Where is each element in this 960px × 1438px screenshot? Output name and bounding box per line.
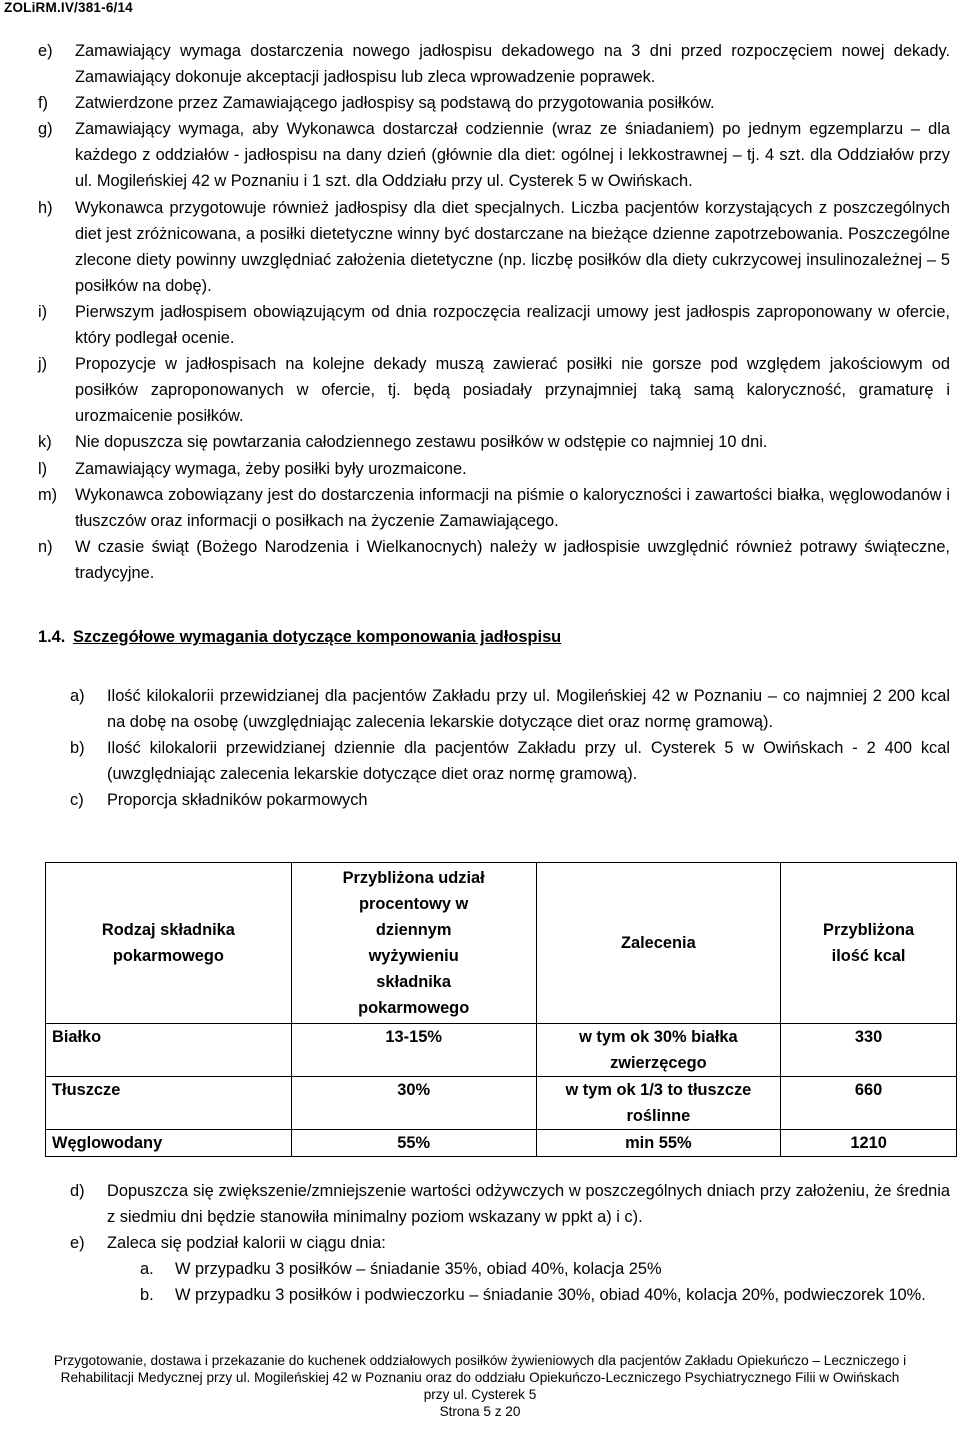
footer-line: przy ul. Cysterek 5: [423, 1387, 537, 1402]
list-item: l) Zamawiający wymaga, żeby posiłki były urozmaicone.: [38, 459, 467, 478]
list-item: a) Ilość kilokalorii przewidzianej dla pacjentów Zakładu przy ul. Mogileńskiej 42 w Poznaniu – co najmniej 2 200 kcal na dobę na osobę (uwzględniając zalecenia lekarskie dotyczące diet oraz normę gramową).: [70, 687, 950, 732]
list-item: m) Wykonawca zobowiązany jest do dostarczenia informacji na piśmie o kaloryczności i zawartości białka, węglowodanów i tłuszczów oraz informacji o posiłkach na życzenie Zamawiającego.: [38, 485, 950, 530]
list-item: c) Proporcja składników pokarmowych: [70, 791, 368, 810]
footer-line: Rehabilitacji Medycznej przy ul. Mogileńskiej 42 w Poznaniu oraz do oddziału Opiekuńczo-Leczniczego Psychiatrycznego Filii w Owińskach: [60, 1370, 900, 1385]
table-cell: 30%: [291, 1077, 536, 1130]
column-header: Rodzaj składnika pokarmowego: [46, 863, 292, 1024]
column-header: Przybliżona udział procentowy w dziennym wyżywieniu składnika pokarmowego: [291, 863, 536, 1024]
table-cell: Tłuszcze: [46, 1077, 292, 1130]
list-item: e) Zaleca się podział kalorii w ciągu dnia:: [70, 1234, 386, 1253]
table-cell: 660: [781, 1077, 957, 1130]
list-item: d) Dopuszcza się zwiększenie/zmniejszenie wartości odżywczych w poszczególnych dniach przy założeniu, że średnia z siedmiu dni będzie stanowiła minimalny poziom wskazany w ppkt a) i c).: [70, 1182, 950, 1227]
sub-list-item: a. W przypadku 3 posiłków – śniadanie 35%, obiad 40%, kolacja 25%: [140, 1260, 662, 1279]
nutrient-proportion-table: [45, 862, 957, 1157]
section-heading: [38, 628, 561, 647]
table-cell: 330: [781, 1024, 957, 1077]
list-item: e) Zamawiający wymaga dostarczenia nowego jadłospisu dekadowego na 3 dni przed rozpoczęciem nowej dekady. Zamawiający dokonuje akceptacji jadłospisu lub zleca wprowadzenie poprawek.: [38, 42, 950, 87]
table-header-row: [46, 863, 957, 1024]
requirements-list-top: [0, 38, 960, 586]
table-cell: w tym ok 1/3 to tłuszcze roślinne: [536, 1077, 781, 1130]
list-item: j) Propozycje w jadłospisach na kolejne dekady muszą zawierać posiłki nie gorsze pod względem jakościowym od posiłków zaproponowanych w ofercie, tj. będą posiadały przynajmniej taką samą kaloryczność, gramaturę i urozmaicenie posiłków.: [38, 355, 950, 426]
footer-line: Przygotowanie, dostawa i przekazanie do kuchenek oddziałowych posiłków żywieniowych dla pacjentów Zakładu Opiekuńczo – Leczniczego i: [53, 1353, 907, 1368]
sub-list-item: b. W przypadku 3 posiłków i podwieczorku – śniadanie 30%, obiad 40%, kolacja 20%, podwieczorek 10%.: [140, 1286, 926, 1305]
table-cell: 55%: [291, 1130, 536, 1157]
column-header: Zalecenia: [536, 863, 781, 1024]
page-footer: [0, 1352, 960, 1420]
list-item: i) Pierwszym jadłospisem obowiązującym od dnia rozpoczęcia realizacji umowy jest jadłospis zaproponowany w ofercie, który podlegał ocenie.: [38, 302, 950, 348]
section-title: Szczegółowe wymagania dotyczące komponowania jadłospisu: [73, 628, 562, 646]
list-item: n) W czasie świąt (Bożego Narodzenia i Wielkanocnych) należy w jadłospisie uwzględnić również potrawy świąteczne, tradycyjne.: [38, 537, 950, 582]
document-id: ZOLiRM.IV/381-6/14: [4, 0, 133, 15]
list-item: g) Zamawiający wymaga, aby Wykonawca dostarczał codziennie (wraz ze śniadaniem) po jednym egzemplarzu – dla każdego z oddziałów - jadłospisu na dany dzień (głównie dla diet: ogólnej i lekkostrawnej – tj. 4 szt. dla Oddziałów przy ul. Mogileńskiej 42 w Poznaniu i 1 szt. dla Oddziału przy ul. Cysterek 5 w Owińskach.: [38, 120, 950, 191]
list-item: k) Nie dopuszcza się powtarzania całodziennego zestawu posiłków w odstępie co najmniej 10 dni.: [38, 433, 768, 452]
table-cell: w tym ok 30% białka zwierzęcego: [536, 1024, 781, 1077]
table-cell: 1210: [781, 1130, 957, 1157]
page-number: Strona 5 z 20: [439, 1404, 521, 1419]
requirements-list-bottom: [0, 1178, 960, 1308]
section-number: 1.4.: [38, 628, 66, 646]
list-item: b) Ilość kilokalorii przewidzianej dziennie dla pacjentów Zakładu przy ul. Cysterek 5 w Owińskach - 2 400 kcal (uwzględniając zalecenia lekarskie dotyczące diet oraz normę gramową).: [70, 739, 950, 784]
table-cell: Węglowodany: [46, 1130, 292, 1157]
requirements-list-mid: [0, 683, 960, 813]
table-cell: min 55%: [536, 1130, 781, 1157]
table-cell: 13-15%: [291, 1024, 536, 1077]
table-row: [46, 1130, 957, 1157]
column-header: Przybliżona ilość kcal: [781, 863, 957, 1024]
list-item: f) Zatwierdzone przez Zamawiającego jadłospisy są podstawą do przygotowania posiłków.: [38, 94, 715, 113]
table-row: [46, 1024, 957, 1077]
table-cell: Białko: [46, 1024, 292, 1077]
table-row: [46, 1077, 957, 1130]
list-item: h) Wykonawca przygotowuje również jadłospisy dla diet specjalnych. Liczba pacjentów korzystających z poszczególnych diet jest zróżnicowana, a posiłki dietetyczne winny być dostarczane na bieżące dzienne zapotrzebowania. Poszczególne zlecone diety powinny uwzględniać założenia dietetyczne (np. liczbę posiłków dla diety cukrzycowej insulinozależnej – 5 posiłków na dobę).: [38, 198, 950, 295]
